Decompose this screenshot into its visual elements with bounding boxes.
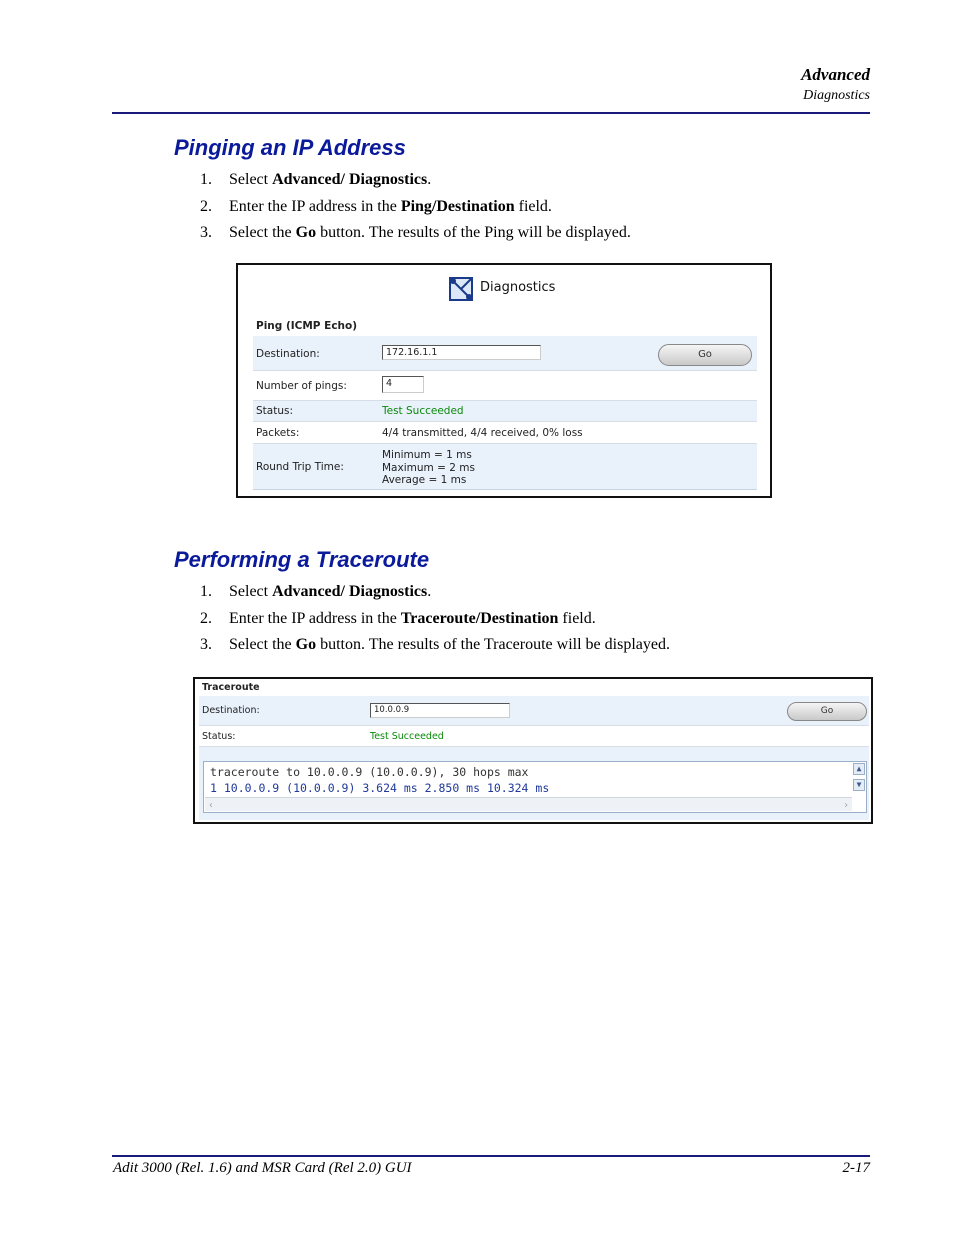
ping-screenshot — [236, 263, 772, 498]
step-bold: Advanced/ Diagnostics — [272, 171, 428, 188]
trace-output-line-2: 1 10.0.0.9 (10.0.0.9) 3.624 ms 2.850 ms 10.324 ms — [210, 781, 550, 795]
destination-label: Destination: — [202, 705, 260, 716]
trace-destination-input[interactable]: 10.0.0.9 — [370, 703, 510, 718]
ping-section-label: Ping (ICMP Echo) — [256, 320, 358, 332]
rtt-avg: Average = 1 ms — [382, 474, 467, 486]
ping-count-row — [253, 371, 757, 401]
header-title: Advanced — [801, 65, 870, 84]
ping-destination-input[interactable]: 172.16.1.1 — [382, 345, 541, 360]
step-bold: Go — [295, 224, 317, 241]
step-bold: Advanced/ Diagnostics — [272, 583, 428, 600]
step-text: Select — [229, 171, 273, 188]
trace-destination-row — [199, 696, 869, 726]
step-text: button. The results of the Traceroute will be displayed. — [316, 636, 670, 653]
step-text: Select the — [229, 636, 296, 653]
ping-destination-row — [253, 336, 757, 371]
ping-step-1 — [200, 171, 431, 189]
step-text: Select the — [229, 224, 296, 241]
step-text: . — [427, 583, 432, 600]
step-text: . — [427, 171, 432, 188]
trace-output-line-1: traceroute to 10.0.0.9 (10.0.0.9), 30 hops max — [210, 765, 529, 779]
trace-step-1 — [200, 583, 431, 601]
ping-go-button[interactable]: Go — [658, 344, 752, 366]
rtt-values — [382, 449, 475, 487]
status-value: Test Succeeded — [370, 731, 444, 742]
step-text: field. — [558, 610, 596, 627]
trace-output-textarea[interactable] — [203, 761, 867, 813]
footer-rule — [112, 1155, 870, 1157]
footer-document-title: Adit 3000 (Rel. 1.6) and MSR Card (Rel 2.0) GUI — [113, 1160, 412, 1176]
diagnostics-title: Diagnostics — [480, 280, 556, 295]
status-label: Status: — [256, 405, 293, 417]
footer-page-number: 2-17 — [842, 1160, 870, 1176]
packets-value: 4/4 transmitted, 4/4 received, 0% loss — [382, 427, 583, 439]
ping-status-row — [253, 401, 757, 422]
trace-output-row — [199, 747, 869, 820]
trace-status-row — [199, 726, 869, 747]
status-label: Status: — [202, 731, 236, 742]
section-title-traceroute: Performing a Traceroute — [174, 547, 430, 572]
step-number: 2. — [200, 198, 212, 215]
ping-packets-row — [253, 422, 757, 444]
scroll-right-icon[interactable]: › — [842, 800, 849, 811]
trace-step-2 — [200, 610, 596, 628]
step-bold: Traceroute/Destination — [400, 610, 559, 627]
diagnostics-icon — [446, 274, 476, 304]
step-number: 3. — [200, 636, 212, 653]
status-value: Test Succeeded — [382, 405, 464, 417]
traceroute-section-label: Traceroute — [202, 682, 260, 693]
step-number: 1. — [200, 583, 212, 600]
ping-step-2 — [200, 198, 552, 216]
trace-step-3 — [200, 636, 670, 654]
ping-step-3 — [200, 224, 631, 242]
trace-go-button[interactable]: Go — [787, 702, 867, 721]
step-text: Enter the IP address in the — [229, 610, 401, 627]
packets-label: Packets: — [256, 427, 300, 439]
horizontal-scrollbar[interactable] — [205, 797, 852, 811]
step-number: 1. — [200, 171, 212, 188]
step-number: 3. — [200, 224, 212, 241]
pings-label: Number of pings: — [256, 380, 347, 392]
step-text: Select — [229, 583, 273, 600]
scroll-down-icon[interactable]: ▼ — [853, 779, 865, 791]
step-text: Enter the IP address in the — [229, 198, 401, 215]
step-text: field. — [514, 198, 552, 215]
header-subtitle: Diagnostics — [803, 88, 870, 103]
section-title-ping: Pinging an IP Address — [174, 135, 406, 160]
step-bold: Go — [295, 636, 317, 653]
step-bold: Ping/Destination — [400, 198, 515, 215]
rtt-min: Minimum = 1 ms — [382, 449, 472, 461]
scroll-left-icon[interactable]: ‹ — [208, 800, 215, 811]
ping-rtt-row — [253, 444, 757, 490]
ping-count-input[interactable]: 4 — [382, 376, 424, 393]
scroll-up-icon[interactable]: ▲ — [853, 763, 865, 775]
step-number: 2. — [200, 610, 212, 627]
traceroute-screenshot — [193, 677, 873, 824]
header-rule — [112, 112, 870, 114]
step-text: button. The results of the Ping will be displayed. — [316, 224, 631, 241]
rtt-max: Maximum = 2 ms — [382, 461, 475, 474]
destination-label: Destination: — [256, 348, 320, 360]
rtt-label: Round Trip Time: — [256, 461, 344, 473]
